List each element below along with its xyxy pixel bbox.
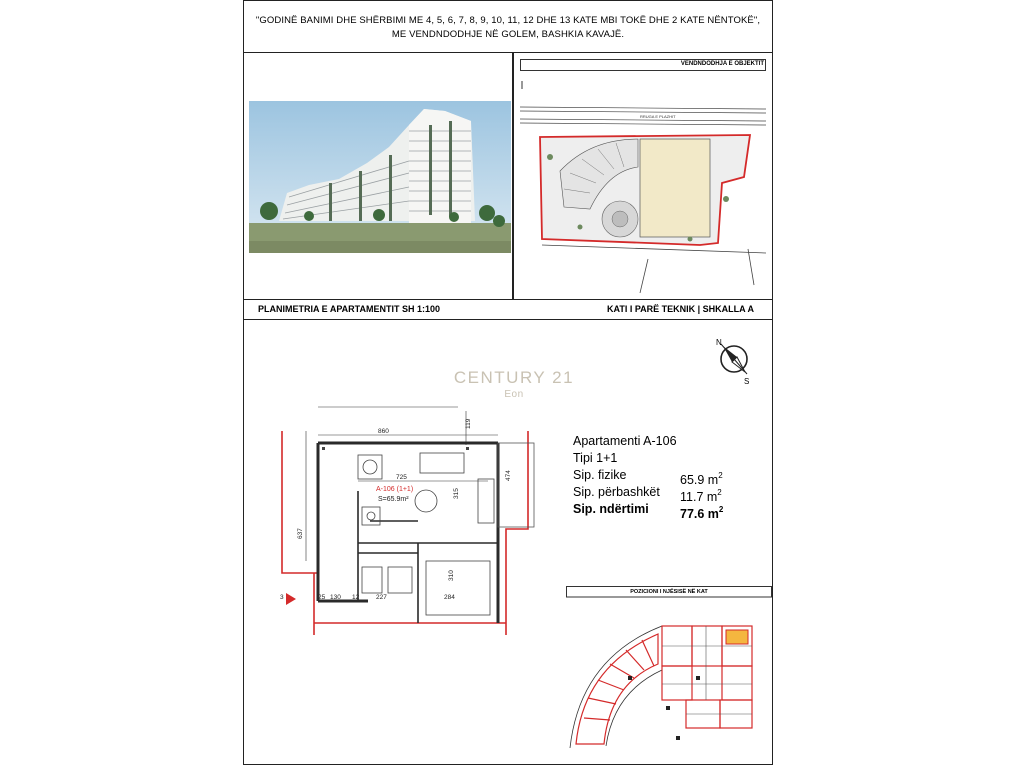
svg-text:12: 12 [352,594,360,601]
plan-title-bar [244,299,772,320]
column-divider [512,53,514,299]
watermark-brand: CENTURY 21 [453,368,575,387]
area-row-common: Sip. përbashkët 11.7 $m^2$ [573,485,722,504]
svg-text:130: 130 [330,594,341,601]
svg-text:N: N [716,338,722,347]
area-row-construction: Sip. ndërtimi 77.6 $m^2$ [573,502,724,521]
document-sheet [243,0,773,765]
compass-icon [714,336,756,386]
building-render-image [249,101,511,253]
svg-text:25: 25 [318,594,326,601]
apartment-title: Apartamenti A-106 [573,434,677,448]
project-header [244,1,772,53]
svg-text:A-106 (1+1): A-106 (1+1) [376,486,414,493]
svg-text:119: 119 [465,418,472,429]
project-title-line1: "GODINË BANIMI DHE SHËRBIMI ME 4, 5, 6, 7, 8, 9, 10, 11, 12 DHE 13 KATE MBI TOKË DHE 2 KATE NËNTOKË", [255,15,761,26]
svg-text:S=65.9m²: S=65.9m² [378,496,409,503]
svg-text:725: 725 [396,474,407,481]
location-label: VENDNDODHJA E OBJEKTIT [680,61,764,67]
apartment-floor-plan [278,401,538,635]
svg-text:284: 284 [444,594,455,601]
svg-text:310: 310 [448,570,455,581]
apartment-type: Tipi 1+1 [573,451,618,465]
apartment-info [573,433,753,521]
svg-text:3: 3 [280,594,284,601]
images-row [244,53,772,300]
svg-text:860: 860 [378,428,389,435]
svg-text:S: S [744,377,750,386]
century21-watermark [444,368,584,400]
svg-text:474: 474 [505,470,512,481]
floor-staircase-title: KATI I PARË TEKNIK | SHKALLA A [606,304,754,314]
svg-text:RRUGA E PLAZHIT: RRUGA E PLAZHIT [640,114,676,119]
svg-text:227: 227 [376,594,387,601]
unit-position-map [566,586,772,758]
svg-text:315: 315 [453,488,460,499]
project-title-line2: ME VENDNDODHJE NË GOLEM, BASHKIA KAVAJË. [391,29,625,40]
watermark-sub: Eon [504,389,524,400]
unit-highlight [726,630,748,644]
area-row-physical: Sip. fizike 65.9 $m^2$ [573,468,723,487]
svg-text:637: 637 [297,528,304,539]
unit-position-label: POZICIONI I NJËSISË NË KAT [566,586,772,597]
site-location-map [520,59,766,293]
plan-scale-title: PLANIMETRIA E APARTAMENTIT SH 1:100 [258,304,441,314]
